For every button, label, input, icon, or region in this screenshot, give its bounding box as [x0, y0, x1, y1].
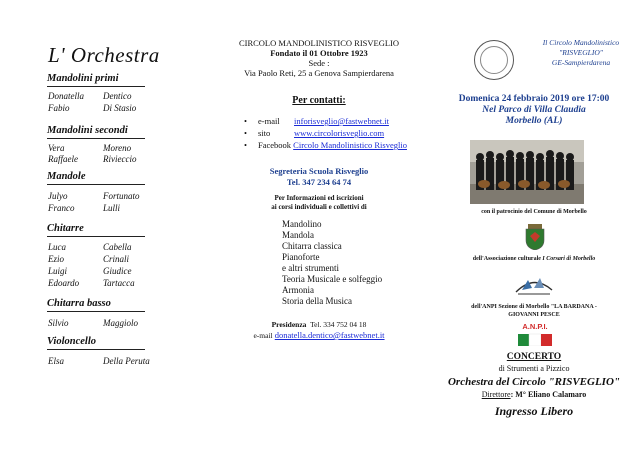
- org-name: CIRCOLO MANDOLINISTICO RISVEGLIO: [238, 38, 400, 48]
- member-last-name: Della Peruta: [103, 356, 150, 366]
- corsari-logo-icon: [512, 270, 556, 298]
- section-divider: [47, 138, 145, 139]
- anpi-line-2: GIOVANNI PESCE: [508, 312, 560, 318]
- email-link[interactable]: inforisveglio@fastwebnet.it: [294, 116, 389, 126]
- contact-facebook-row: [244, 140, 407, 150]
- section-divider: [47, 184, 145, 185]
- segreteria-title: Segreteria Scuola Risveglio: [269, 166, 369, 176]
- contact-label: e-mail: [258, 116, 280, 126]
- course-item: Chitarra classica: [282, 241, 342, 251]
- orchestra-name: Orchestra del Circolo "RISVEGLIO": [447, 376, 621, 388]
- course-item: Teoria Musicale e solfeggio: [282, 274, 383, 284]
- member-first-name: Luigi: [48, 266, 68, 276]
- patrocinio-text: con il patrocinio del Comune di Morbello: [481, 209, 587, 215]
- info-line-2: ai corsi individuali e collettivi di: [271, 203, 367, 211]
- member-last-name: Di Stasio: [103, 103, 137, 113]
- presidenza-phone: Tel. 334 752 04 18: [310, 320, 367, 329]
- section-divider: [47, 349, 145, 350]
- venue-line-1: Nel Parco di Villa Claudia: [482, 105, 586, 115]
- concert-panel: [428, 0, 640, 452]
- circolo-line-1: Il Circolo Mandolinistico: [542, 38, 620, 47]
- course-item: Storia della Musica: [282, 296, 352, 306]
- founded-date: Fondato il 01 Ottobre 1923: [270, 48, 368, 58]
- member-last-name: Rivieccio: [103, 154, 137, 164]
- info-panel: [214, 0, 424, 452]
- segreteria-phone: Tel. 347 234 64 74: [286, 177, 352, 187]
- member-first-name: Edoardo: [48, 278, 80, 288]
- member-last-name: Lulli: [103, 203, 121, 213]
- course-item: e altri strumenti: [282, 263, 339, 273]
- circolo-seal-logo: [474, 40, 514, 80]
- member-last-name: Moreno: [103, 143, 132, 153]
- direttore-line: [428, 390, 640, 399]
- orchestra-title: L' Orchestra: [48, 43, 160, 67]
- member-last-name: Giudice: [103, 266, 132, 276]
- member-first-name: Silvio: [48, 318, 69, 328]
- section-heading-violoncello: Violoncello: [47, 336, 97, 347]
- member-last-name: Tartacca: [103, 278, 135, 288]
- concert-date: Domenica 24 febbraio 2019 ore 17:00: [458, 94, 610, 104]
- presidenza-email-link[interactable]: donatella.dentico@fastwebnet.it: [274, 330, 385, 340]
- member-last-name: Dentico: [103, 91, 132, 101]
- direttore-label: Direttore: [481, 390, 511, 399]
- concerto-title: CONCERTO: [506, 352, 562, 362]
- presidenza-label: Presidenza: [271, 320, 307, 329]
- course-item: Mandola: [282, 230, 314, 240]
- orchestra-panel: [0, 0, 210, 452]
- associazione-text: [428, 256, 640, 262]
- member-last-name: Crinali: [103, 254, 130, 264]
- member-first-name: Donatella: [48, 91, 84, 101]
- facebook-link[interactable]: Circolo Mandolinistico Risveglio: [293, 140, 407, 150]
- presidenza-email-row: [214, 330, 424, 340]
- presidenza-email-label: e-mail: [253, 331, 273, 340]
- member-first-name: Luca: [48, 242, 66, 252]
- member-last-name: Fortunato: [103, 191, 140, 201]
- section-heading-chitarre: Chitarre: [47, 223, 84, 234]
- member-first-name: Raffaele: [48, 154, 78, 164]
- presidenza-row: [214, 320, 424, 329]
- sede-label: Sede :: [308, 58, 330, 68]
- course-item: Armonia: [282, 285, 314, 295]
- anpi-line-1: dell'ANPI Sezione di Morbello "LA BARDANA -: [471, 304, 597, 310]
- member-first-name: Ezio: [48, 254, 65, 264]
- contact-email-row: [244, 116, 389, 126]
- circolo-line-2: "RISVEGLIO": [559, 48, 603, 57]
- strumenti-subtitle: di Strumenti a Pizzico: [498, 364, 570, 373]
- member-first-name: Julyo: [48, 191, 68, 201]
- section-heading-mandolini-primi: Mandolini primi: [47, 73, 119, 84]
- ingresso-libero: Ingresso Libero: [494, 404, 574, 418]
- direttore-name: : M° Eliano Calamaro: [510, 390, 587, 399]
- section-heading-mandolini-secondi: Mandolini secondi: [47, 125, 128, 136]
- associazione-prefix: dell'Associazione culturale: [472, 256, 543, 262]
- member-first-name: Fabio: [48, 103, 70, 113]
- section-heading-chitarra-basso: Chitarra basso: [47, 298, 111, 309]
- section-divider: [47, 311, 145, 312]
- orchestra-photo: [470, 140, 584, 204]
- morbello-coat-of-arms-icon: [525, 224, 545, 250]
- section-heading-mandole: Mandole: [47, 171, 86, 182]
- member-last-name: Cabella: [103, 242, 132, 252]
- member-first-name: Franco: [48, 203, 75, 213]
- website-link[interactable]: www.circolorisveglio.com: [294, 128, 385, 138]
- section-divider: [47, 236, 145, 237]
- contact-label: sito: [258, 128, 271, 138]
- circolo-header: [526, 38, 636, 68]
- course-item: Mandolino: [282, 219, 322, 229]
- course-item: Pianoforte: [282, 252, 320, 262]
- member-first-name: Vera: [48, 143, 65, 153]
- venue-line-2: Morbello (AL): [505, 116, 563, 126]
- contact-site-row: [244, 128, 384, 138]
- bullet-icon: •: [244, 140, 247, 150]
- circolo-line-3: GE-Sampierdarena: [551, 58, 611, 67]
- member-first-name: Elsa: [48, 356, 65, 366]
- section-divider: [47, 86, 145, 87]
- bullet-icon: •: [244, 116, 247, 126]
- associazione-name: I Corsari di Morbello: [542, 256, 596, 262]
- address: Via Paolo Reti, 25 a Genova Sampierdarena: [244, 68, 394, 78]
- member-last-name: Maggiolo: [103, 318, 138, 328]
- contacts-heading: Per contatti:: [292, 95, 346, 106]
- bullet-icon: •: [244, 128, 247, 138]
- anpi-badge-text: A.N.P.I.: [522, 322, 548, 331]
- contact-label: Facebook: [258, 140, 292, 150]
- info-line-1: Per Informazioni ed iscrizioni: [274, 194, 364, 202]
- anpi-flag-logo: [518, 322, 552, 346]
